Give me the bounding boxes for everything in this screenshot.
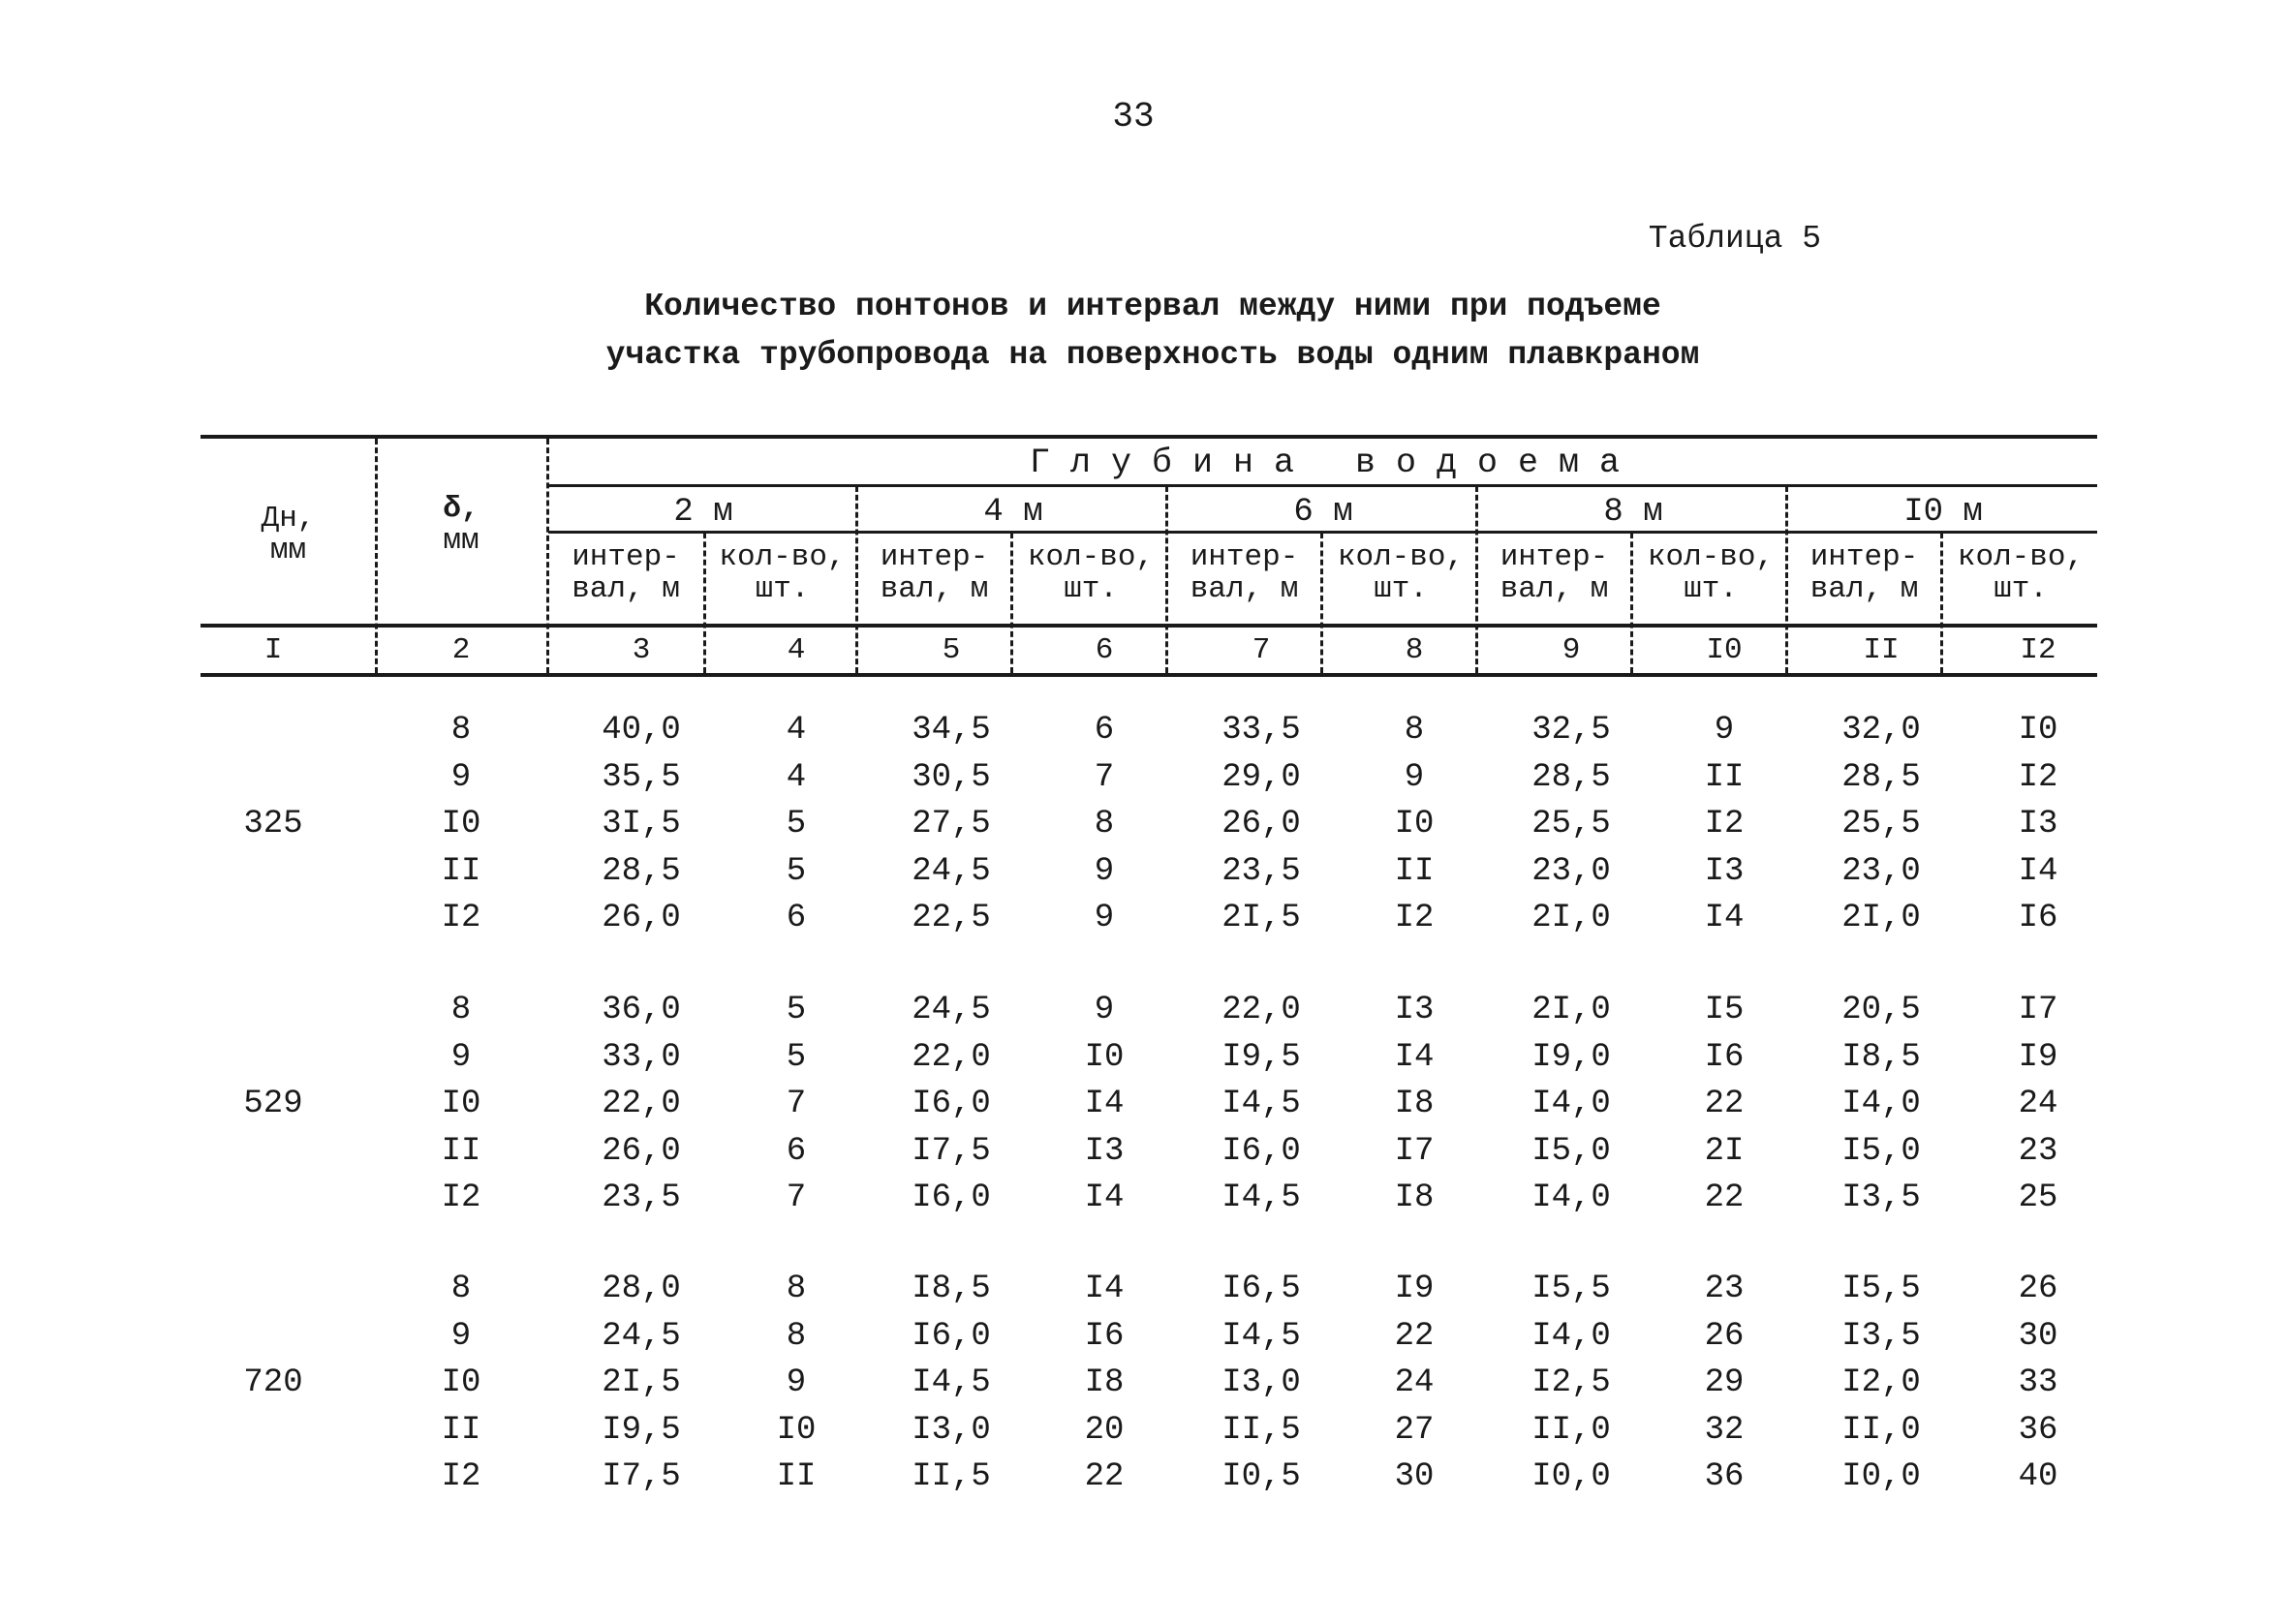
table-cell: 6 bbox=[786, 900, 807, 936]
page-number: 33 bbox=[1112, 97, 1155, 137]
table-cell: 24,5 bbox=[912, 852, 991, 890]
table-cell: 23 bbox=[2018, 1132, 2058, 1170]
table-cell: II,0 bbox=[1841, 1411, 1921, 1449]
column-number: 6 bbox=[1095, 633, 1114, 667]
colnum-bottom-rule bbox=[201, 673, 2097, 677]
table-cell: 22 bbox=[1084, 1458, 1125, 1495]
table-cell: I9,5 bbox=[602, 1411, 681, 1449]
table-cell: 34,5 bbox=[912, 712, 991, 749]
table-cell: 9 bbox=[1094, 852, 1115, 890]
table-cell: 36 bbox=[2018, 1411, 2058, 1449]
table-cell: 8 bbox=[786, 1317, 807, 1355]
header-depth-2: 4 м bbox=[983, 494, 1043, 531]
table-cell: I9,0 bbox=[1531, 1038, 1611, 1076]
column-number: 7 bbox=[1252, 633, 1271, 667]
table-cell: I0 bbox=[441, 1086, 481, 1122]
table-cell: 9 bbox=[1404, 758, 1425, 796]
table-cell: I5,0 bbox=[1531, 1132, 1611, 1170]
table-cell: 33,0 bbox=[602, 1038, 681, 1076]
header-interval-line1: интер- bbox=[1809, 540, 1919, 574]
group-dn-529: 529 bbox=[243, 1086, 303, 1122]
table-cell: 9 bbox=[786, 1364, 807, 1401]
table-cell: I3,5 bbox=[1841, 1317, 1921, 1355]
header-dn-unit: мм bbox=[269, 533, 307, 567]
table-cell: 33,5 bbox=[1221, 712, 1301, 749]
table-cell: I6,0 bbox=[912, 1086, 991, 1122]
table-cell: I4 bbox=[2018, 852, 2058, 890]
header-depth-5: I0 м bbox=[1903, 494, 1983, 531]
table-cell: 4 bbox=[786, 712, 807, 749]
table-cell: I3 bbox=[1394, 992, 1435, 1028]
table-cell: 22,0 bbox=[602, 1086, 681, 1122]
header-depth-4: 8 м bbox=[1603, 494, 1663, 531]
table-cell: 8 bbox=[450, 992, 472, 1028]
table-top-rule bbox=[201, 435, 2097, 439]
column-number: 9 bbox=[1561, 633, 1581, 667]
group-dn-720: 720 bbox=[243, 1364, 303, 1401]
header-count-line2: шт. bbox=[1374, 571, 1428, 606]
header-count-line2: шт. bbox=[755, 571, 810, 606]
table-cell: I2 bbox=[2018, 758, 2058, 796]
table-cell: I8 bbox=[1084, 1364, 1125, 1401]
table-cell: 26 bbox=[2018, 1271, 2058, 1307]
table-cell: 26,0 bbox=[602, 1132, 681, 1170]
table-cell: I8 bbox=[1394, 1180, 1435, 1216]
table-label: Таблица 5 bbox=[1648, 221, 1821, 257]
table-cell: 40,0 bbox=[602, 712, 681, 749]
column-number: II bbox=[1863, 633, 1900, 667]
table-cell: I9 bbox=[2018, 1038, 2058, 1076]
table-cell: I6,0 bbox=[912, 1180, 991, 1216]
table-cell: 24,5 bbox=[912, 992, 991, 1028]
table-cell: I8 bbox=[1394, 1086, 1435, 1122]
table-cell: 30 bbox=[1394, 1458, 1435, 1495]
header-delta-unit: мм bbox=[443, 523, 479, 558]
table-cell: I7 bbox=[1394, 1132, 1435, 1170]
table-cell: I6,0 bbox=[912, 1317, 991, 1355]
table-cell: I4,5 bbox=[1221, 1317, 1301, 1355]
header-count-line1: кол-во, bbox=[719, 540, 846, 574]
header-interval-line2: вал, м bbox=[1809, 571, 1919, 606]
table-cell: 26,0 bbox=[602, 900, 681, 936]
column-number: 2 bbox=[451, 633, 471, 667]
table-cell: I4,0 bbox=[1531, 1317, 1611, 1355]
table-cell: II bbox=[776, 1458, 817, 1495]
header-depth-3: 6 м bbox=[1293, 494, 1353, 531]
header-delta bbox=[378, 494, 544, 557]
header-count-line2: шт. bbox=[1994, 571, 2048, 606]
table-cell: 40 bbox=[2018, 1458, 2058, 1495]
table-caption-line-1: Количество понтонов и интервал между ними при подъеме bbox=[644, 289, 1661, 324]
header-interval-line1: интер- bbox=[1190, 540, 1299, 574]
table-cell: 9 bbox=[1094, 992, 1115, 1028]
table-cell: 27,5 bbox=[912, 806, 991, 843]
header-interval bbox=[1478, 542, 1630, 605]
table-cell: 2I,0 bbox=[1841, 900, 1921, 936]
table-cell: 2I,5 bbox=[602, 1364, 681, 1401]
table-cell: 22,0 bbox=[1221, 992, 1301, 1028]
group-dn-325: 325 bbox=[243, 806, 303, 843]
table-cell: 22 bbox=[1394, 1317, 1435, 1355]
table-cell: 29,0 bbox=[1221, 758, 1301, 796]
table-cell: I2 bbox=[441, 900, 481, 936]
table-cell: 5 bbox=[786, 852, 807, 890]
table-cell: 28,0 bbox=[602, 1271, 681, 1307]
table-cell: II,5 bbox=[1221, 1411, 1301, 1449]
header-count-line2: шт. bbox=[1684, 571, 1738, 606]
table-cell: I0 bbox=[441, 1364, 481, 1401]
table-cell: I4,5 bbox=[912, 1364, 991, 1401]
table-cell: 8 bbox=[1094, 806, 1115, 843]
table-cell: II bbox=[441, 1411, 481, 1449]
table-cell: I2,5 bbox=[1531, 1364, 1611, 1401]
table-cell: 5 bbox=[786, 806, 807, 843]
table-cell: I0 bbox=[1394, 806, 1435, 843]
header-count-line1: кол-во, bbox=[1027, 540, 1155, 574]
header-count-line1: кол-во, bbox=[1957, 540, 2085, 574]
table-cell: II bbox=[1704, 758, 1745, 796]
header-interval-line1: интер- bbox=[1500, 540, 1609, 574]
header-count bbox=[706, 542, 858, 605]
table-cell: 23,0 bbox=[1531, 852, 1611, 890]
table-cell: I7,5 bbox=[912, 1132, 991, 1170]
header-interval-line2: вал, м bbox=[1500, 571, 1609, 606]
table-cell: 28,5 bbox=[1841, 758, 1921, 796]
header-interval-line2: вал, м bbox=[880, 571, 989, 606]
table-cell: 7 bbox=[1094, 758, 1115, 796]
header-count bbox=[1943, 542, 2098, 605]
table-cell: 2I,0 bbox=[1531, 992, 1611, 1028]
table-cell: I7 bbox=[2018, 992, 2058, 1028]
table-cell: I3,0 bbox=[1221, 1364, 1301, 1401]
table-cell: 25 bbox=[2018, 1180, 2058, 1216]
table-cell: I5,5 bbox=[1841, 1271, 1921, 1307]
table-cell: I6 bbox=[1084, 1317, 1125, 1355]
table-cell: I4,5 bbox=[1221, 1180, 1301, 1216]
table-cell: 23,5 bbox=[602, 1180, 681, 1216]
table-cell: 32 bbox=[1704, 1411, 1745, 1449]
table-cell: I5,5 bbox=[1531, 1271, 1611, 1307]
table-cell: 22 bbox=[1704, 1086, 1745, 1122]
header-interval bbox=[858, 542, 1010, 605]
table-cell: 7 bbox=[786, 1180, 807, 1216]
table-cell: 24,5 bbox=[602, 1317, 681, 1355]
table-cell: 24 bbox=[1394, 1364, 1435, 1401]
table-cell: 30 bbox=[2018, 1317, 2058, 1355]
table-cell: 20,5 bbox=[1841, 992, 1921, 1028]
table-cell: I0 bbox=[441, 806, 481, 843]
table-cell: I0 bbox=[1084, 1038, 1125, 1076]
table-cell: 9 bbox=[1714, 712, 1735, 749]
table-cell: 22 bbox=[1704, 1180, 1745, 1216]
column-number: 4 bbox=[787, 633, 806, 667]
table-cell: II,5 bbox=[912, 1458, 991, 1495]
table-cell: 9 bbox=[450, 758, 472, 796]
table-cell: 8 bbox=[786, 1271, 807, 1307]
table-cell: I9,5 bbox=[1221, 1038, 1301, 1076]
header-depth-1: 2 м bbox=[673, 494, 733, 531]
table-cell: 9 bbox=[450, 1317, 472, 1355]
table-caption-line-2: участка трубопровода на поверхность воды одним плавкраном bbox=[605, 337, 1700, 373]
table-cell: I0,5 bbox=[1221, 1458, 1301, 1495]
header-interval bbox=[548, 542, 703, 605]
table-cell: I8,5 bbox=[1841, 1038, 1921, 1076]
table-cell: 23,5 bbox=[1221, 852, 1301, 890]
table-cell: I5,0 bbox=[1841, 1132, 1921, 1170]
table-cell: 27 bbox=[1394, 1411, 1435, 1449]
column-number: 8 bbox=[1405, 633, 1424, 667]
table-cell: II bbox=[441, 852, 481, 890]
table-cell: II,0 bbox=[1531, 1411, 1611, 1449]
table-cell: I0,0 bbox=[1531, 1458, 1611, 1495]
header-interval-line1: интер- bbox=[572, 540, 680, 574]
table-cell: 6 bbox=[1094, 712, 1115, 749]
table-cell: I2 bbox=[1394, 900, 1435, 936]
table-cell: 28,5 bbox=[1531, 758, 1611, 796]
table-cell: I6,5 bbox=[1221, 1271, 1301, 1307]
depth-title-rule bbox=[548, 484, 2097, 487]
table-cell: 23,0 bbox=[1841, 852, 1921, 890]
header-interval-line2: вал, м bbox=[1190, 571, 1299, 606]
table-cell: I9 bbox=[1394, 1271, 1435, 1307]
table-cell: 4 bbox=[786, 758, 807, 796]
table-cell: I4 bbox=[1704, 900, 1745, 936]
header-interval bbox=[1168, 542, 1320, 605]
table-cell: 36 bbox=[1704, 1458, 1745, 1495]
table-cell: 8 bbox=[450, 712, 472, 749]
table-cell: 5 bbox=[786, 1038, 807, 1076]
table-cell: 35,5 bbox=[602, 758, 681, 796]
table-cell: 20 bbox=[1084, 1411, 1125, 1449]
table-cell: 23 bbox=[1704, 1271, 1745, 1307]
column-number: I bbox=[263, 633, 283, 667]
header-depth-title: Г л у б и н а в о д о е м а bbox=[1029, 444, 1621, 482]
table-cell: I4 bbox=[1084, 1180, 1125, 1216]
table-cell: I5 bbox=[1704, 992, 1745, 1028]
table-cell: I2 bbox=[441, 1180, 481, 1216]
table-cell: 3I,5 bbox=[602, 806, 681, 843]
table-cell: 2I bbox=[1704, 1132, 1745, 1170]
header-bottom-rule bbox=[201, 624, 2097, 628]
table-cell: I4,5 bbox=[1221, 1086, 1301, 1122]
table-cell: 24 bbox=[2018, 1086, 2058, 1122]
header-count-line2: шт. bbox=[1064, 571, 1118, 606]
header-count-line1: кол-во, bbox=[1337, 540, 1465, 574]
table-cell: 29 bbox=[1704, 1364, 1745, 1401]
header-dn bbox=[203, 504, 373, 567]
table-cell: I2 bbox=[1704, 806, 1745, 843]
table-cell: 8 bbox=[450, 1271, 472, 1307]
table-cell: 7 bbox=[786, 1086, 807, 1122]
column-number: 5 bbox=[942, 633, 961, 667]
header-delta-label: δ, bbox=[443, 492, 479, 526]
header-interval-line2: вал, м bbox=[572, 571, 680, 606]
table-cell: I2 bbox=[441, 1458, 481, 1495]
table-cell: 22,0 bbox=[912, 1038, 991, 1076]
table-cell: 6 bbox=[786, 1132, 807, 1170]
table-cell: 9 bbox=[450, 1038, 472, 1076]
table-cell: I7,5 bbox=[602, 1458, 681, 1495]
header-dn-label: Дн, bbox=[261, 502, 316, 536]
table-cell: 2I,0 bbox=[1531, 900, 1611, 936]
table-cell: I0 bbox=[776, 1411, 817, 1449]
header-count bbox=[1323, 542, 1478, 605]
table-cell: 26,0 bbox=[1221, 806, 1301, 843]
table-cell: I0 bbox=[2018, 712, 2058, 749]
header-count-line1: кол-во, bbox=[1647, 540, 1775, 574]
table-cell: 33 bbox=[2018, 1364, 2058, 1401]
table-cell: I4,0 bbox=[1841, 1086, 1921, 1122]
table-cell: 5 bbox=[786, 992, 807, 1028]
table-cell: I6,0 bbox=[1221, 1132, 1301, 1170]
table-cell: I4 bbox=[1084, 1086, 1125, 1122]
table-cell: II bbox=[1394, 852, 1435, 890]
table-cell: I8,5 bbox=[912, 1271, 991, 1307]
table-cell: 28,5 bbox=[602, 852, 681, 890]
table-cell: 2I,5 bbox=[1221, 900, 1301, 936]
table-cell: 22,5 bbox=[912, 900, 991, 936]
column-number: I0 bbox=[1706, 633, 1743, 667]
table-cell: II bbox=[441, 1132, 481, 1170]
header-interval bbox=[1788, 542, 1940, 605]
table-cell: I4,0 bbox=[1531, 1180, 1611, 1216]
table-cell: 25,5 bbox=[1841, 806, 1921, 843]
table-cell: I3,5 bbox=[1841, 1180, 1921, 1216]
column-number: 3 bbox=[632, 633, 651, 667]
column-number: I2 bbox=[2020, 633, 2056, 667]
table-cell: 9 bbox=[1094, 900, 1115, 936]
table-cell: 26 bbox=[1704, 1317, 1745, 1355]
table-cell: 30,5 bbox=[912, 758, 991, 796]
table-cell: I3 bbox=[1084, 1132, 1125, 1170]
table-cell: I4 bbox=[1394, 1038, 1435, 1076]
table-cell: I0,0 bbox=[1841, 1458, 1921, 1495]
table-cell: I3,0 bbox=[912, 1411, 991, 1449]
table-cell: 32,5 bbox=[1531, 712, 1611, 749]
table-cell: I4 bbox=[1084, 1271, 1125, 1307]
table-cell: I6 bbox=[1704, 1038, 1745, 1076]
table-cell: I6 bbox=[2018, 900, 2058, 936]
header-count bbox=[1013, 542, 1168, 605]
table-cell: 32,0 bbox=[1841, 712, 1921, 749]
table-cell: I2,0 bbox=[1841, 1364, 1921, 1401]
table-cell: 36,0 bbox=[602, 992, 681, 1028]
table-cell: I3 bbox=[1704, 852, 1745, 890]
table-cell: 8 bbox=[1404, 712, 1425, 749]
header-interval-line1: интер- bbox=[880, 540, 989, 574]
table-cell: I3 bbox=[2018, 806, 2058, 843]
header-count bbox=[1633, 542, 1788, 605]
table-cell: 25,5 bbox=[1531, 806, 1611, 843]
table-cell: I4,0 bbox=[1531, 1086, 1611, 1122]
